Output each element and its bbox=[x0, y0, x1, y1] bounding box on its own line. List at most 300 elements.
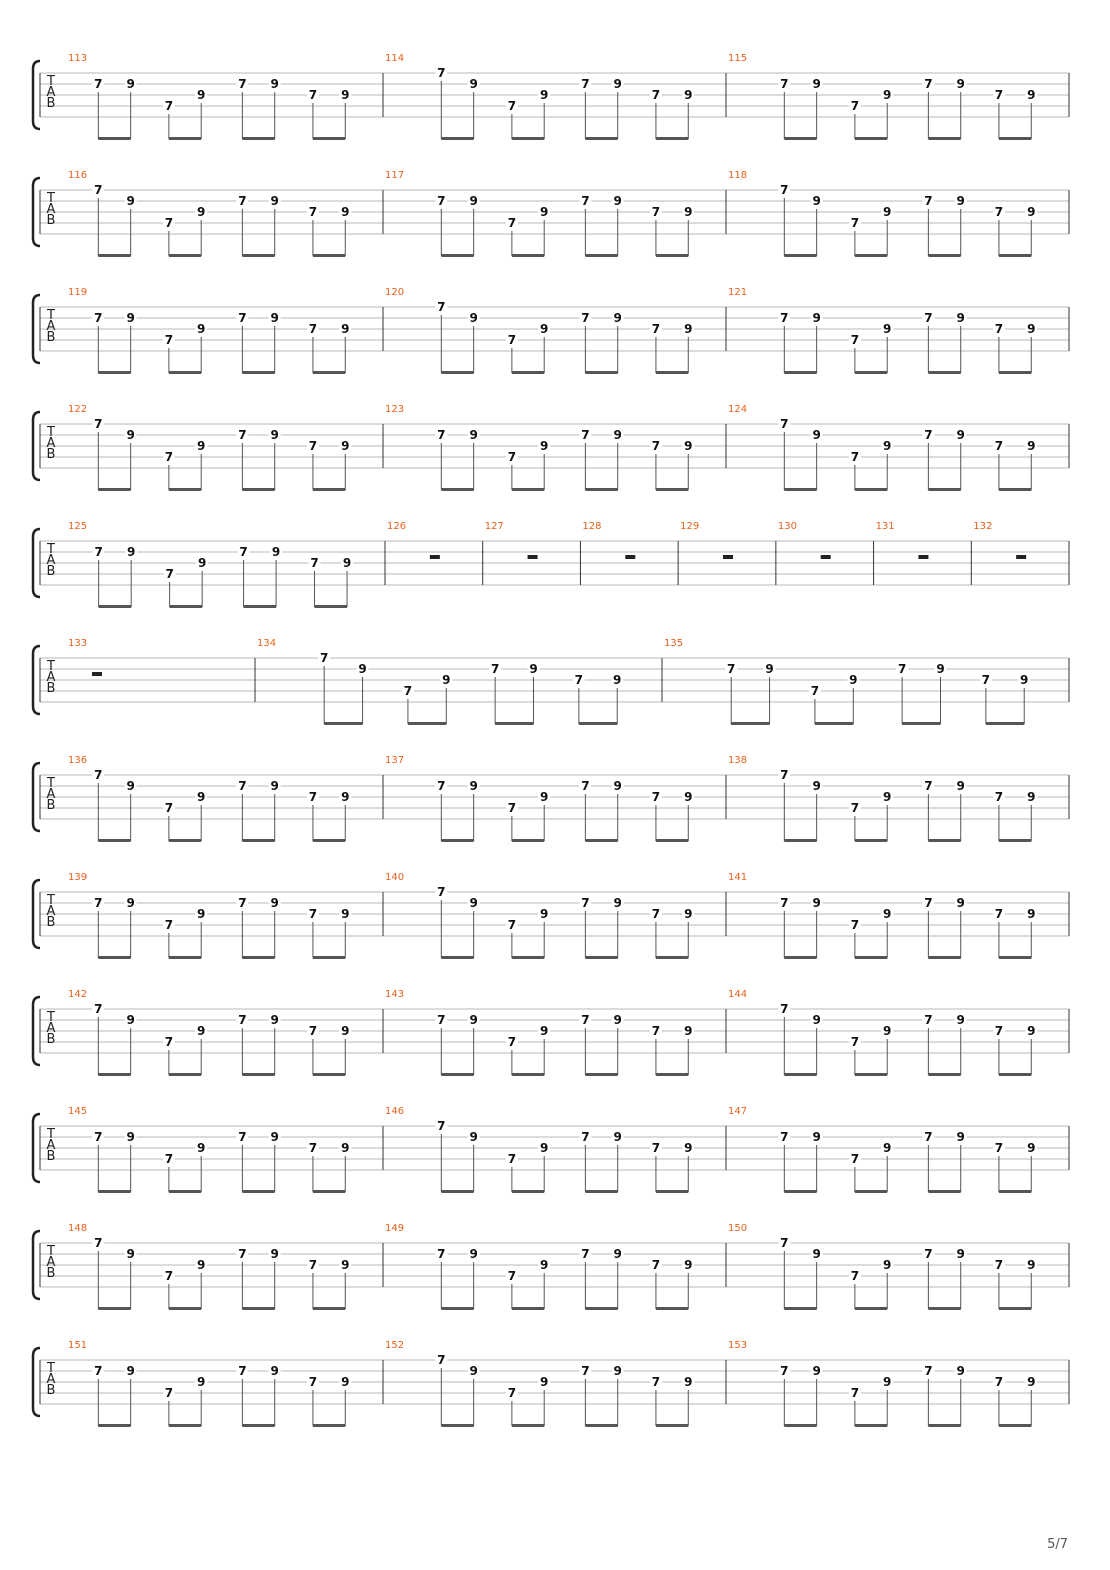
bar-number: 153 bbox=[728, 1340, 748, 1351]
tab-system bbox=[33, 1106, 1069, 1193]
beam bbox=[441, 488, 473, 491]
bar-number: 143 bbox=[385, 989, 405, 1000]
bar-number: 140 bbox=[385, 872, 405, 883]
fret-number: 7 bbox=[924, 311, 933, 325]
tab-system bbox=[33, 521, 1069, 608]
fret-number: 7 bbox=[164, 333, 174, 347]
fret-number: 7 bbox=[780, 417, 789, 431]
beam bbox=[999, 137, 1031, 140]
fret-number: 7 bbox=[238, 779, 247, 793]
fret-number: 7 bbox=[94, 417, 103, 431]
measure bbox=[385, 1340, 726, 1427]
fret-number: 7 bbox=[850, 216, 860, 230]
fret-number: 9 bbox=[956, 1013, 965, 1027]
tab-clef-letter: T bbox=[47, 659, 55, 674]
fret-number: 9 bbox=[342, 556, 352, 570]
fret-number: 9 bbox=[812, 1130, 821, 1144]
fret-number: 9 bbox=[469, 1013, 478, 1027]
measure bbox=[385, 989, 726, 1076]
beam bbox=[928, 1307, 960, 1310]
beam bbox=[855, 1190, 887, 1193]
fret-number: 7 bbox=[437, 779, 446, 793]
fret-number: 7 bbox=[94, 1236, 103, 1250]
tab-clef-letter: T bbox=[47, 425, 55, 440]
beam bbox=[242, 839, 274, 842]
fret-number: 7 bbox=[94, 768, 103, 782]
tab-clef-letter: B bbox=[46, 447, 56, 462]
measure bbox=[68, 287, 383, 374]
beam bbox=[999, 371, 1031, 374]
tab-clef-letter: B bbox=[46, 915, 56, 930]
tab-clef-letter: T bbox=[47, 1010, 55, 1025]
beam bbox=[313, 839, 345, 842]
beam bbox=[784, 137, 816, 140]
tab-clef-letter: A bbox=[46, 1021, 56, 1036]
tab-clef-letter: T bbox=[47, 776, 55, 791]
fret-number: 9 bbox=[126, 779, 135, 793]
tab-clef-letter: T bbox=[47, 1361, 55, 1376]
tab-clef-letter: B bbox=[46, 330, 56, 345]
fret-number: 9 bbox=[812, 428, 821, 442]
fret-number: 7 bbox=[581, 1364, 590, 1378]
beam bbox=[855, 488, 887, 491]
system-bracket bbox=[33, 1114, 40, 1182]
fret-number: 9 bbox=[684, 439, 693, 453]
tab-clef-letter: B bbox=[46, 96, 56, 111]
fret-number: 9 bbox=[1027, 907, 1036, 921]
measure bbox=[728, 1340, 1069, 1427]
beam bbox=[999, 1190, 1031, 1193]
fret-number: 7 bbox=[850, 333, 860, 347]
fret-number: 7 bbox=[581, 194, 590, 208]
measure bbox=[876, 521, 972, 585]
fret-number: 9 bbox=[613, 1013, 622, 1027]
beam bbox=[928, 137, 960, 140]
fret-number: 7 bbox=[850, 450, 860, 464]
tab-clef-letter: T bbox=[47, 1127, 55, 1142]
tab-clef-letter: B bbox=[46, 1032, 56, 1047]
fret-number: 7 bbox=[780, 1002, 789, 1016]
fret-number: 9 bbox=[270, 77, 279, 91]
fret-number: 7 bbox=[507, 1269, 517, 1283]
system-bracket bbox=[33, 178, 40, 246]
fret-number: 9 bbox=[341, 88, 350, 102]
tab-clef-letter: T bbox=[47, 1244, 55, 1259]
beam bbox=[512, 488, 544, 491]
beam bbox=[313, 1424, 345, 1427]
fret-number: 9 bbox=[469, 779, 478, 793]
fret-number: 9 bbox=[684, 88, 693, 102]
beam bbox=[784, 371, 816, 374]
beam bbox=[169, 1307, 201, 1310]
tab-clef-letter: A bbox=[46, 85, 56, 100]
fret-number: 9 bbox=[1027, 1258, 1036, 1272]
fret-number: 9 bbox=[1027, 322, 1036, 336]
fret-number: 7 bbox=[164, 99, 174, 113]
measure bbox=[385, 1223, 726, 1310]
fret-number: 9 bbox=[956, 428, 965, 442]
beam bbox=[784, 254, 816, 257]
fret-number: 7 bbox=[651, 205, 661, 219]
fret-number: 7 bbox=[994, 88, 1004, 102]
measure bbox=[68, 1106, 383, 1193]
fret-number: 7 bbox=[507, 1152, 517, 1166]
half-rest bbox=[723, 555, 733, 559]
beam bbox=[656, 839, 688, 842]
beam bbox=[98, 488, 130, 491]
bar-number: 145 bbox=[68, 1106, 88, 1117]
fret-number: 9 bbox=[812, 1013, 821, 1027]
fret-number: 7 bbox=[581, 1130, 590, 1144]
fret-number: 7 bbox=[94, 896, 103, 910]
fret-number: 7 bbox=[238, 1130, 247, 1144]
fret-number: 7 bbox=[94, 77, 103, 91]
fret-number: 7 bbox=[238, 1247, 247, 1261]
tab-system bbox=[33, 404, 1069, 491]
fret-number: 9 bbox=[956, 896, 965, 910]
bar-number: 131 bbox=[875, 521, 895, 532]
beam bbox=[999, 956, 1031, 959]
bar-number: 135 bbox=[664, 638, 684, 649]
beam bbox=[855, 137, 887, 140]
fret-number: 9 bbox=[126, 77, 135, 91]
fret-number: 7 bbox=[994, 205, 1004, 219]
fret-number: 7 bbox=[651, 790, 661, 804]
fret-number: 9 bbox=[270, 1364, 279, 1378]
beam bbox=[242, 1190, 274, 1193]
beam bbox=[170, 605, 203, 608]
measure bbox=[385, 170, 726, 257]
bar-number: 124 bbox=[728, 404, 748, 415]
fret-number: 9 bbox=[126, 545, 136, 559]
beam bbox=[324, 722, 362, 725]
beam bbox=[855, 254, 887, 257]
tab-system bbox=[33, 53, 1069, 140]
measure bbox=[728, 872, 1069, 959]
beam bbox=[98, 371, 130, 374]
system-bracket bbox=[33, 997, 40, 1065]
system-bracket bbox=[33, 295, 40, 363]
fret-number: 7 bbox=[94, 1002, 103, 1016]
fret-number: 7 bbox=[581, 1013, 590, 1027]
fret-number: 9 bbox=[883, 205, 892, 219]
bar-number: 127 bbox=[484, 521, 504, 532]
beam bbox=[98, 1307, 130, 1310]
fret-number: 9 bbox=[341, 1375, 350, 1389]
bar-number: 139 bbox=[68, 872, 88, 883]
fret-number: 9 bbox=[270, 428, 279, 442]
bar-number: 126 bbox=[387, 521, 407, 532]
fret-number: 9 bbox=[469, 428, 478, 442]
fret-number: 9 bbox=[684, 1258, 693, 1272]
tab-clef-letter: A bbox=[46, 787, 56, 802]
fret-number: 7 bbox=[308, 790, 318, 804]
measure bbox=[68, 1223, 383, 1310]
fret-number: 9 bbox=[529, 662, 538, 676]
fret-number: 7 bbox=[994, 439, 1004, 453]
beam bbox=[441, 956, 473, 959]
beam bbox=[98, 137, 130, 140]
fret-number: 9 bbox=[684, 1024, 693, 1038]
bar-number: 144 bbox=[728, 989, 748, 1000]
bar-number: 146 bbox=[385, 1106, 405, 1117]
fret-number: 9 bbox=[442, 673, 451, 687]
beam bbox=[855, 1307, 887, 1310]
fret-number: 7 bbox=[308, 1258, 318, 1272]
fret-number: 9 bbox=[540, 1375, 549, 1389]
fret-number: 7 bbox=[581, 779, 590, 793]
measure bbox=[68, 404, 383, 491]
beam bbox=[441, 1307, 473, 1310]
fret-number: 7 bbox=[238, 77, 247, 91]
fret-number: 9 bbox=[469, 77, 478, 91]
beam bbox=[784, 956, 816, 959]
fret-number: 9 bbox=[270, 194, 279, 208]
beam bbox=[441, 254, 473, 257]
fret-number: 7 bbox=[238, 1364, 247, 1378]
fret-number: 9 bbox=[684, 790, 693, 804]
bar-number: 132 bbox=[973, 521, 993, 532]
fret-number: 7 bbox=[164, 1152, 174, 1166]
fret-number: 9 bbox=[849, 673, 858, 687]
fret-number: 9 bbox=[197, 1258, 206, 1272]
fret-number: 7 bbox=[994, 322, 1004, 336]
fret-number: 7 bbox=[850, 1269, 860, 1283]
fret-number: 9 bbox=[469, 1364, 478, 1378]
beam bbox=[585, 839, 617, 842]
beam bbox=[784, 488, 816, 491]
measure bbox=[68, 755, 383, 842]
bar-number: 130 bbox=[777, 521, 797, 532]
fret-number: 7 bbox=[164, 450, 174, 464]
fret-number: 9 bbox=[469, 311, 478, 325]
fret-number: 9 bbox=[126, 428, 135, 442]
beam bbox=[99, 605, 132, 608]
beam bbox=[313, 956, 345, 959]
fret-number: 9 bbox=[540, 322, 549, 336]
fret-number: 9 bbox=[126, 1130, 135, 1144]
fret-number: 7 bbox=[850, 99, 860, 113]
bar-number: 152 bbox=[385, 1340, 405, 1351]
beam bbox=[731, 722, 769, 725]
fret-number: 7 bbox=[651, 88, 661, 102]
fret-number: 7 bbox=[651, 322, 661, 336]
half-rest bbox=[528, 555, 538, 559]
fret-number: 7 bbox=[651, 1141, 661, 1155]
beam bbox=[512, 1073, 544, 1076]
measure bbox=[68, 1340, 383, 1427]
fret-number: 7 bbox=[437, 1353, 446, 1367]
tab-clef-letter: B bbox=[46, 798, 56, 813]
beam bbox=[815, 722, 853, 725]
bar-number: 113 bbox=[68, 53, 88, 64]
fret-number: 9 bbox=[197, 1024, 206, 1038]
beam bbox=[512, 371, 544, 374]
fret-number: 7 bbox=[924, 1130, 933, 1144]
fret-number: 7 bbox=[850, 918, 860, 932]
tab-clef-letter: A bbox=[46, 1255, 56, 1270]
beam bbox=[784, 1307, 816, 1310]
beam bbox=[169, 956, 201, 959]
beam bbox=[441, 137, 473, 140]
tab-system bbox=[33, 287, 1069, 374]
fret-number: 7 bbox=[94, 1130, 103, 1144]
tab-clef-letter: A bbox=[46, 202, 56, 217]
beam bbox=[408, 722, 446, 725]
beam bbox=[902, 722, 940, 725]
measure bbox=[728, 1106, 1069, 1193]
page-number: 5/7 bbox=[1047, 1537, 1068, 1552]
fret-number: 7 bbox=[924, 1013, 933, 1027]
fret-number: 9 bbox=[341, 322, 350, 336]
measure bbox=[68, 53, 383, 140]
beam bbox=[313, 1073, 345, 1076]
fret-number: 7 bbox=[924, 779, 933, 793]
fret-number: 7 bbox=[437, 300, 446, 314]
measure bbox=[728, 287, 1069, 374]
fret-number: 7 bbox=[994, 1258, 1004, 1272]
measure bbox=[778, 521, 874, 585]
fret-number: 9 bbox=[270, 1130, 279, 1144]
beam bbox=[169, 254, 201, 257]
beam bbox=[855, 956, 887, 959]
fret-number: 9 bbox=[469, 1130, 478, 1144]
beam bbox=[999, 254, 1031, 257]
beam bbox=[169, 839, 201, 842]
beam bbox=[244, 605, 277, 608]
fret-number: 9 bbox=[812, 1247, 821, 1261]
fret-number: 9 bbox=[684, 1141, 693, 1155]
beam bbox=[313, 1307, 345, 1310]
bar-number: 134 bbox=[257, 638, 277, 649]
measure bbox=[68, 170, 383, 257]
fret-number: 7 bbox=[165, 567, 174, 581]
bar-number: 121 bbox=[728, 287, 748, 298]
tab-clef-letter: B bbox=[46, 564, 56, 579]
tab-system bbox=[33, 638, 1069, 725]
tab-clef-letter: A bbox=[46, 1138, 56, 1153]
fret-number: 9 bbox=[270, 1013, 279, 1027]
fret-number: 7 bbox=[981, 673, 991, 687]
beam bbox=[441, 1190, 473, 1193]
measure bbox=[582, 521, 678, 585]
beam bbox=[784, 1073, 816, 1076]
fret-number: 9 bbox=[1027, 1141, 1036, 1155]
half-rest bbox=[1016, 555, 1026, 559]
fret-number: 9 bbox=[1027, 205, 1036, 219]
fret-number: 9 bbox=[684, 907, 693, 921]
beam bbox=[784, 1424, 816, 1427]
beam bbox=[98, 839, 130, 842]
fret-number: 7 bbox=[437, 428, 446, 442]
fret-number: 7 bbox=[780, 183, 789, 197]
fret-number: 7 bbox=[924, 194, 933, 208]
system-bracket bbox=[33, 1348, 40, 1416]
fret-number: 7 bbox=[238, 1013, 247, 1027]
fret-number: 7 bbox=[308, 1375, 318, 1389]
half-rest bbox=[625, 555, 635, 559]
fret-number: 9 bbox=[126, 1364, 135, 1378]
fret-number: 7 bbox=[507, 1035, 517, 1049]
fret-number: 7 bbox=[437, 885, 446, 899]
bar-number: 147 bbox=[728, 1106, 748, 1117]
fret-number: 9 bbox=[684, 322, 693, 336]
beam bbox=[512, 1424, 544, 1427]
beam bbox=[313, 1190, 345, 1193]
beam bbox=[98, 1190, 130, 1193]
fret-number: 7 bbox=[94, 183, 103, 197]
fret-number: 7 bbox=[238, 311, 247, 325]
measure bbox=[728, 53, 1069, 140]
beam bbox=[784, 839, 816, 842]
fret-number: 9 bbox=[1027, 88, 1036, 102]
fret-number: 9 bbox=[684, 205, 693, 219]
fret-number: 7 bbox=[403, 684, 413, 698]
fret-number: 7 bbox=[651, 439, 661, 453]
tab-system bbox=[33, 170, 1069, 257]
fret-number: 9 bbox=[540, 1258, 549, 1272]
fret-number: 9 bbox=[341, 1024, 350, 1038]
fret-number: 7 bbox=[850, 801, 860, 815]
measure bbox=[68, 638, 255, 702]
bar-number: 128 bbox=[582, 521, 602, 532]
beam bbox=[169, 1073, 201, 1076]
fret-number: 7 bbox=[780, 1130, 789, 1144]
tab-clef-letter: A bbox=[46, 553, 56, 568]
fret-number: 9 bbox=[956, 1364, 965, 1378]
measure bbox=[385, 404, 726, 491]
tab-clef-letter: B bbox=[46, 1149, 56, 1164]
fret-number: 7 bbox=[164, 918, 174, 932]
bar-number: 117 bbox=[385, 170, 405, 181]
beam bbox=[441, 371, 473, 374]
fret-number: 9 bbox=[812, 311, 821, 325]
fret-number: 9 bbox=[540, 790, 549, 804]
fret-number: 7 bbox=[924, 1364, 933, 1378]
fret-number: 7 bbox=[780, 1236, 789, 1250]
fret-number: 7 bbox=[924, 77, 933, 91]
bar-number: 142 bbox=[68, 989, 88, 1000]
fret-number: 7 bbox=[238, 194, 247, 208]
beam bbox=[315, 605, 348, 608]
bar-number: 133 bbox=[68, 638, 88, 649]
fret-number: 7 bbox=[780, 1364, 789, 1378]
bar-number: 122 bbox=[68, 404, 88, 415]
beam bbox=[242, 1073, 274, 1076]
system-bracket bbox=[33, 880, 40, 948]
beam bbox=[169, 137, 201, 140]
measure bbox=[385, 755, 726, 842]
fret-number: 9 bbox=[197, 790, 206, 804]
beam bbox=[512, 137, 544, 140]
fret-number: 9 bbox=[540, 88, 549, 102]
fret-number: 9 bbox=[883, 1141, 892, 1155]
measure bbox=[385, 1106, 726, 1193]
fret-number: 7 bbox=[507, 801, 517, 815]
beam bbox=[242, 1307, 274, 1310]
tab-clef-letter: A bbox=[46, 319, 56, 334]
fret-number: 7 bbox=[507, 918, 517, 932]
beam bbox=[928, 1073, 960, 1076]
tab-clef-letter: B bbox=[46, 681, 56, 696]
fret-number: 9 bbox=[883, 1024, 892, 1038]
beam bbox=[986, 722, 1024, 725]
fret-number: 7 bbox=[507, 99, 517, 113]
fret-number: 7 bbox=[780, 311, 789, 325]
fret-number: 9 bbox=[341, 205, 350, 219]
fret-number: 7 bbox=[924, 1247, 933, 1261]
fret-number: 9 bbox=[883, 439, 892, 453]
